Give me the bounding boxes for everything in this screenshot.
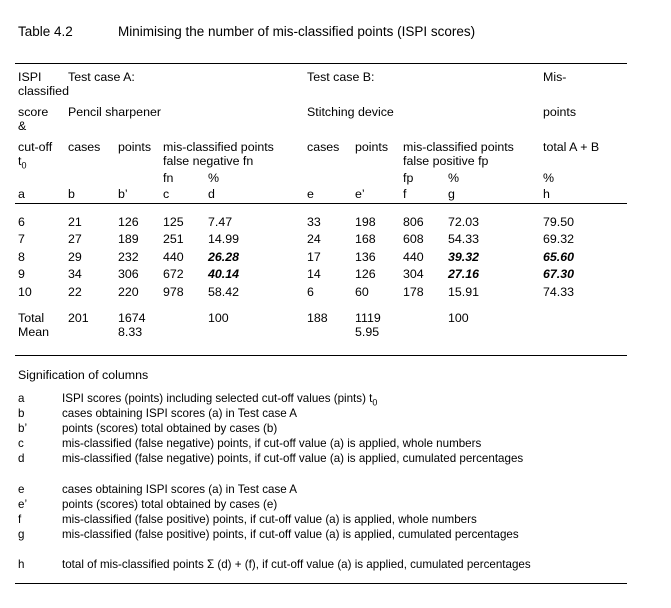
header-case-b-mis-line1: mis-classified points: [403, 140, 514, 154]
legend-key: c: [18, 437, 24, 451]
cell-a: 8: [18, 249, 25, 264]
cell-b: 21: [68, 215, 82, 229]
column-letter-b-prime: b’: [118, 187, 128, 201]
column-letter-e: e: [307, 187, 314, 201]
cell-h: 65.60: [543, 249, 575, 264]
header-case-a-sub-pct: %: [208, 171, 220, 185]
cell-g: 27.16: [448, 267, 480, 282]
legend-description: cases obtaining ISPI scores (a) in Test case A: [62, 482, 297, 496]
column-letter-e-prime: e’: [355, 187, 365, 201]
table-rule-footer: [15, 583, 627, 584]
cell-c: 125: [163, 215, 184, 229]
cell-d: 26.28: [208, 249, 240, 264]
legend-key: f: [18, 512, 22, 526]
header-stub-line1: ISPI: [18, 70, 42, 84]
cell-c: 440: [163, 249, 184, 264]
header-total-line2: points: [543, 105, 577, 119]
header-case-a-mis-line1: mis-classified points: [163, 140, 274, 154]
cell-d: 14.99: [208, 232, 240, 247]
cell-f: 608: [403, 232, 424, 247]
cell-c: 978: [163, 284, 184, 299]
legend-key: a: [18, 392, 25, 405]
header-case-a-subject: Pencil sharpener: [68, 105, 161, 119]
cell-a: 10: [18, 284, 32, 299]
column-letter-h: h: [543, 187, 550, 201]
summary-mean-label: Mean: [18, 325, 49, 339]
cell-b: 34: [68, 267, 82, 282]
cell-g: 72.03: [448, 215, 480, 229]
legend-key: e’: [18, 497, 28, 511]
legend-key: d: [18, 452, 25, 466]
column-letter-f: f: [403, 187, 407, 201]
table-rule-top: [15, 63, 627, 64]
cell-g: 54.33: [448, 232, 480, 247]
summary-total-e: 188: [307, 311, 328, 325]
legend-description: points (scores) total obtained by cases (b): [62, 422, 278, 436]
header-total-line1: Mis-: [543, 70, 567, 84]
cell-e-prime: 126: [355, 267, 376, 282]
header-case-a-sub-fn: fn: [163, 171, 174, 185]
column-letter-d: d: [208, 187, 215, 201]
summary-total-b-prime: 1674: [118, 311, 146, 325]
summary-total-label: Total: [18, 311, 45, 325]
cell-b-prime: 126: [118, 215, 139, 229]
legend-description: mis-classified (false positive) points, if cut-off value (a) is applied, whole numbers: [62, 512, 477, 526]
cell-e: 33: [307, 215, 321, 229]
header-total-sub-pct: %: [543, 171, 555, 185]
summary-mean-e-prime: 5.95: [355, 325, 380, 339]
column-letter-a: a: [18, 187, 25, 201]
cell-f: 440: [403, 249, 424, 264]
legend-key: b’: [18, 422, 28, 436]
legend-description: mis-classified (false positive) points, if cut-off value (a) is applied, cumulated percentages: [62, 527, 519, 541]
header-stub-line3: score: [18, 105, 49, 119]
legend-title: Signification of columns: [18, 368, 149, 382]
legend-key: b: [18, 407, 25, 421]
cell-e-prime: 60: [355, 284, 369, 299]
cell-a: 9: [18, 267, 25, 282]
cutoff-t-base: t: [18, 154, 22, 168]
legend-key: g: [18, 527, 25, 541]
header-case-a-mis-line2: false negative fn: [163, 154, 254, 168]
header-case-b-sub-pct: %: [448, 171, 460, 185]
legend-description: mis-classified (false negative) points, if cut-off value (a) is applied, cumulated percentages: [62, 452, 524, 466]
summary-mean-b-prime: 8.33: [118, 325, 143, 339]
cell-e-prime: 198: [355, 215, 376, 229]
header-stub-line5: cut-off: [18, 140, 53, 154]
cell-e: 6: [307, 284, 314, 299]
column-letter-g: g: [448, 187, 455, 201]
cell-g: 39.32: [448, 249, 480, 264]
legend-description: mis-classified (false negative) points, if cut-off value (a) is applied, whole numbers: [62, 437, 482, 451]
summary-total-d: 100: [208, 311, 229, 325]
cell-h: 67.30: [543, 267, 575, 282]
legend-description: total of mis-classified points Σ (d) + (f), if cut-off value (a) is applied, cumulated percentages: [62, 557, 531, 571]
header-case-b-subject: Stitching device: [307, 105, 394, 119]
cell-h: 74.33: [543, 284, 575, 299]
header-stub-line2: classified: [18, 84, 69, 98]
cell-d: 7.47: [208, 215, 233, 229]
column-letter-b: b: [68, 187, 75, 201]
cell-e: 24: [307, 232, 321, 247]
legend-description: cases obtaining ISPI scores (a) in Test case A: [62, 407, 297, 421]
cell-c: 251: [163, 232, 184, 247]
legend-key: h: [18, 557, 25, 571]
header-case-b-sub-fp: fp: [403, 171, 414, 185]
cell-b-prime: 232: [118, 249, 139, 264]
header-case-a-cases: cases: [68, 140, 101, 154]
cell-e-prime: 168: [355, 232, 376, 247]
cell-b-prime: 306: [118, 267, 139, 282]
header-total-line3: total A + B: [543, 140, 600, 154]
cell-b: 27: [68, 232, 82, 247]
legend-subscript: 0: [372, 397, 378, 408]
cell-e-prime: 136: [355, 249, 376, 264]
header-case-b-title: Test case B:: [307, 70, 375, 84]
cell-b-prime: 220: [118, 284, 139, 299]
header-case-a-points: points: [118, 140, 152, 154]
cell-e: 17: [307, 249, 321, 264]
header-case-b-mis-line2: false positive fp: [403, 154, 489, 168]
header-case-a-title: Test case A:: [68, 70, 135, 84]
cell-b: 29: [68, 249, 82, 264]
cell-b-prime: 189: [118, 232, 139, 247]
table-rule-bottom: [15, 355, 627, 356]
cell-a: 6: [18, 215, 25, 229]
header-case-b-cases: cases: [307, 140, 340, 154]
cell-a: 7: [18, 232, 25, 247]
header-stub-cutoff-t0: [18, 154, 26, 173]
legend-key: e: [18, 482, 25, 496]
cutoff-t-subscript: 0: [21, 160, 27, 171]
summary-total-e-prime: 1119: [355, 311, 381, 325]
column-letter-c: c: [163, 187, 170, 201]
cell-f: 806: [403, 215, 424, 229]
cell-h: 69.32: [543, 232, 575, 247]
cell-f: 304: [403, 267, 424, 282]
cell-e: 14: [307, 267, 321, 282]
table-rule-header: [15, 203, 627, 204]
cell-h: 79.50: [543, 215, 575, 229]
summary-total-g: 100: [448, 311, 469, 325]
table-number: Table 4.2: [18, 24, 73, 39]
cell-d: 40.14: [208, 267, 240, 282]
legend-description: points (scores) total obtained by cases (e): [62, 497, 278, 511]
cell-d: 58.42: [208, 284, 240, 299]
header-stub-line4: &: [18, 119, 27, 133]
cell-f: 178: [403, 284, 424, 299]
summary-total-b: 201: [68, 311, 89, 325]
cell-b: 22: [68, 284, 82, 299]
legend-description: ISPI scores (points) including selected cut-off values (pints) $t_0$: [62, 392, 378, 408]
cell-g: 15.91: [448, 284, 480, 299]
cell-c: 672: [163, 267, 184, 282]
header-case-b-points: points: [355, 140, 389, 154]
table-caption: Minimising the number of mis-classified points (ISPI scores): [118, 24, 476, 39]
